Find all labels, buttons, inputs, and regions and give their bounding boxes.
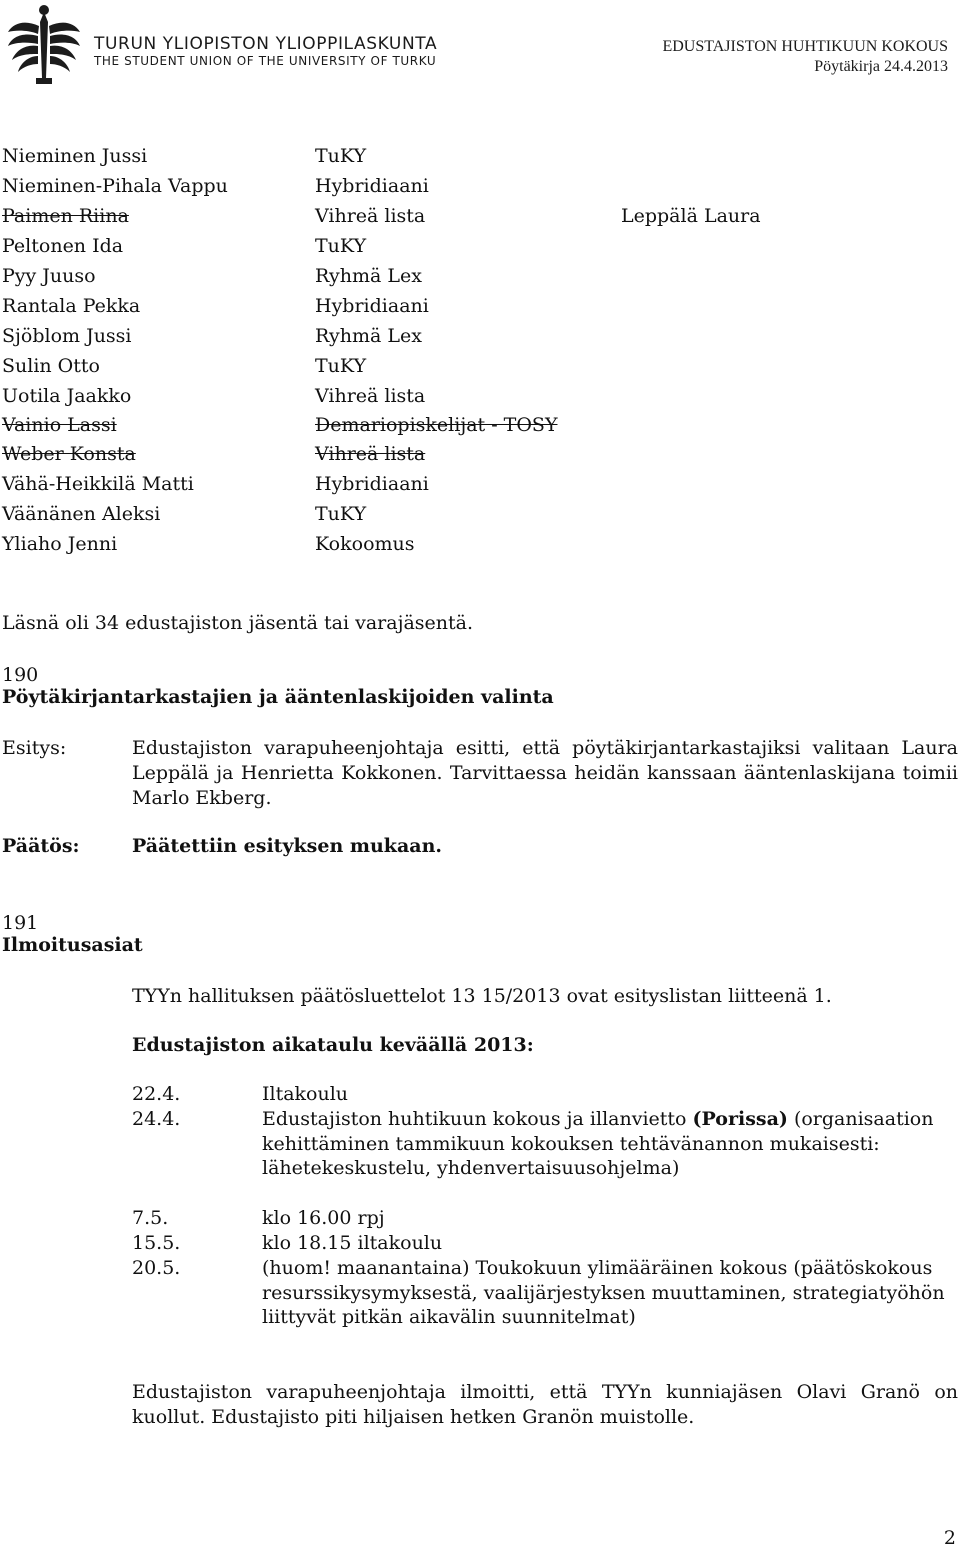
member-name: Peltonen Ida	[2, 235, 124, 257]
member-party: Ryhmä Lex	[315, 265, 422, 287]
member-name: Weber Konsta	[2, 443, 136, 465]
section-title: Pöytäkirjantarkastajien ja ääntenlaskijoiden valinta	[2, 686, 554, 708]
member-name: Väänänen Aleksi	[2, 503, 161, 525]
member-name: Paimen Riina	[2, 205, 129, 227]
member-name: Rantala Pekka	[2, 295, 141, 317]
document-title: Pöytäkirja 24.4.2013	[814, 58, 948, 75]
member-name: Vainio Lassi	[2, 414, 117, 436]
member-name: Sulin Otto	[2, 355, 100, 377]
section-number: 191	[2, 912, 39, 934]
schedule-text: klo 18.15 iltakoulu	[262, 1232, 443, 1254]
schedule-text: resurssikysymyksestä, vaalijärjestyksen muuttaminen, strategiatyöhön	[262, 1282, 945, 1304]
page-number: 2	[943, 1527, 956, 1549]
member-party: Ryhmä Lex	[315, 325, 422, 347]
schedule-text: liittyvät pitkän aikavälin suunnitelmat)	[262, 1306, 636, 1328]
schedule-date: 15.5.	[132, 1232, 181, 1254]
schedule-text: lähetekeskustelu, yhdenvertaisuusohjelma)	[262, 1157, 680, 1179]
schedule-text: kehittäminen tammikuun kokouksen tehtävänannon mukaisesti:	[262, 1133, 880, 1155]
org-name-en: THE STUDENT UNION OF THE UNIVERSITY OF TURKU	[94, 54, 437, 68]
section-title: Ilmoitusasiat	[2, 934, 143, 956]
schedule-date: 7.5.	[132, 1207, 169, 1229]
member-party: Hybridiaani	[315, 473, 429, 495]
member-party: Hybridiaani	[315, 295, 429, 317]
wings-emblem-icon	[6, 2, 82, 88]
notice-text: TYYn hallituksen päätösluettelot 13 15/2013 ovat esityslistan liitteenä 1.	[132, 985, 832, 1007]
schedule-date: 22.4.	[132, 1083, 181, 1105]
member-name: Pyy Juuso	[2, 265, 96, 287]
emphasis-text: (Porissa)	[692, 1108, 788, 1130]
closing-text: Edustajiston varapuheenjohtaja ilmoitti, että TYYn kunniajäsen Olavi Granö on kuollut. Edustajisto piti hiljaisen hetken Granön muistolle.	[132, 1381, 958, 1428]
member-party: TuKY	[315, 355, 367, 377]
member-party: Hybridiaani	[315, 175, 429, 197]
member-name: Nieminen Jussi	[2, 145, 148, 167]
section-number: 190	[2, 664, 39, 686]
schedule-text: klo 16.00 rpj	[262, 1207, 385, 1229]
member-name: Yliaho Jenni	[2, 533, 118, 555]
proposal-label: Esitys:	[2, 737, 67, 759]
schedule-text: Iltakoulu	[262, 1083, 349, 1105]
attendance-summary: Läsnä oli 34 edustajiston jäsentä tai varajäsentä.	[2, 612, 474, 634]
schedule-text: Edustajiston huhtikuun kokous ja illanvietto (Porissa) (organisaation	[262, 1108, 934, 1130]
member-name: Vähä-Heikkilä Matti	[2, 473, 194, 495]
meeting-title: EDUSTAJISTON HUHTIKUUN KOKOUS	[662, 38, 948, 55]
schedule-date: 24.4.	[132, 1108, 181, 1130]
substitute-name: Leppälä Laura	[621, 205, 761, 227]
org-name-fi: TURUN YLIOPISTON YLIOPPILASKUNTA	[94, 34, 438, 54]
member-party: Vihreä lista	[315, 443, 426, 465]
member-party: TuKY	[315, 503, 367, 525]
schedule-title: Edustajiston aikataulu keväällä 2013:	[132, 1034, 534, 1056]
proposal-text: Edustajiston varapuheenjohtaja esitti, että pöytäkirjantarkastajiksi valitaan Laura Leppälä ja Henrietta Kokkonen. Tarvittaessa heidän kanssaan ääntenlaskijana toimii Marlo Ekberg.	[132, 737, 958, 809]
decision-label: Päätös:	[2, 835, 80, 857]
member-party: Kokoomus	[315, 533, 415, 555]
member-party: Vihreä lista	[315, 385, 426, 407]
student-union-logo	[6, 2, 82, 92]
member-name: Uotila Jaakko	[2, 385, 132, 407]
schedule-date: 20.5.	[132, 1257, 181, 1279]
member-name: Sjöblom Jussi	[2, 325, 132, 347]
member-party: Vihreä lista	[315, 205, 426, 227]
member-party: TuKY	[315, 235, 367, 257]
schedule-text: (huom! maanantaina) Toukokuun ylimääräinen kokous (päätöskokous	[262, 1257, 933, 1279]
member-party: TuKY	[315, 145, 367, 167]
member-party: Demariopiskelijat - TOSY	[315, 414, 558, 436]
decision-text: Päätettiin esityksen mukaan.	[132, 835, 443, 857]
member-name: Nieminen-Pihala Vappu	[2, 175, 228, 197]
